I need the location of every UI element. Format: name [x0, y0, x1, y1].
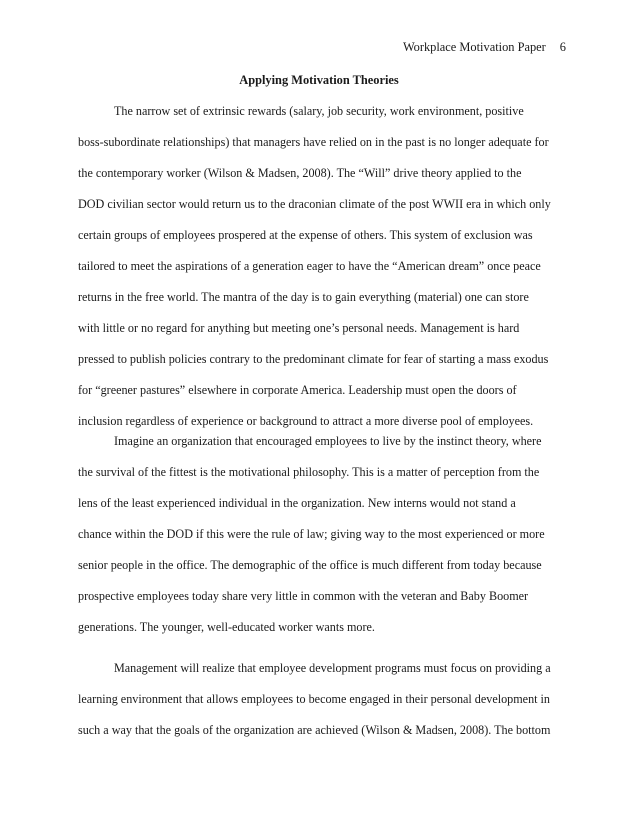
paragraph-line: inclusion regardless of experience or background to attract a more diverse pool of employees. — [78, 414, 534, 428]
paragraph-line: chance within the DOD if this were the rule of law; giving way to the most experienced or more — [78, 527, 545, 541]
paragraph-line: lens of the least experienced individual in the organization. New interns would not stand a — [78, 496, 516, 510]
paragraph-line: pressed to publish policies contrary to the predominant climate for fear of starting a mass exodus — [78, 352, 549, 366]
paragraph-line: certain groups of employees prospered at the expense of others. This system of exclusion was — [78, 228, 533, 242]
paragraph-line: for “greener pastures” elsewhere in corporate America. Leadership must open the doors of — [78, 383, 517, 397]
paragraph-line: such a way that the goals of the organization are achieved (Wilson & Madsen, 2008). The bottom — [78, 723, 551, 737]
paragraph-line: The narrow set of extrinsic rewards (salary, job security, work environment, positive — [114, 104, 524, 118]
paragraph-line: generations. The younger, well-educated worker wants more. — [78, 620, 375, 634]
paragraph-line: with little or no regard for anything but meeting one’s personal needs. Management is hard — [78, 321, 520, 335]
section-title: Applying Motivation Theories — [239, 73, 399, 87]
paragraph-line: the contemporary worker (Wilson & Madsen, 2008). The “Will” drive theory applied to the — [78, 166, 522, 180]
paragraph-line: DOD civilian sector would return us to the draconian climate of the post WWII era in which only — [78, 197, 551, 211]
paragraph-line: senior people in the office. The demographic of the office is much different from today because — [78, 558, 542, 572]
paragraph-line: the survival of the fittest is the motivational philosophy. This is a matter of perception from the — [78, 465, 540, 479]
paragraph-line: boss-subordinate relationships) that managers have relied on in the past is no longer adequate for — [78, 135, 549, 149]
paragraph-line: prospective employees today share very little in common with the veteran and Baby Boomer — [78, 589, 529, 603]
paragraph-line: tailored to meet the aspirations of a generation eager to have the “American dream” once peace — [78, 259, 541, 273]
paragraph-line: returns in the free world. The mantra of the day is to gain everything (material) one can store — [78, 290, 529, 304]
page-number: 6 — [559, 40, 566, 54]
running-title: Workplace Motivation Paper — [402, 40, 546, 54]
paragraph-line: learning environment that allows employees to become engaged in their personal development in — [78, 692, 550, 706]
running-head — [403, 39, 566, 55]
paragraph-line: Imagine an organization that encouraged employees to live by the instinct theory, where — [114, 434, 542, 448]
paragraph-line: Management will realize that employee development programs must focus on providing a — [114, 661, 551, 675]
